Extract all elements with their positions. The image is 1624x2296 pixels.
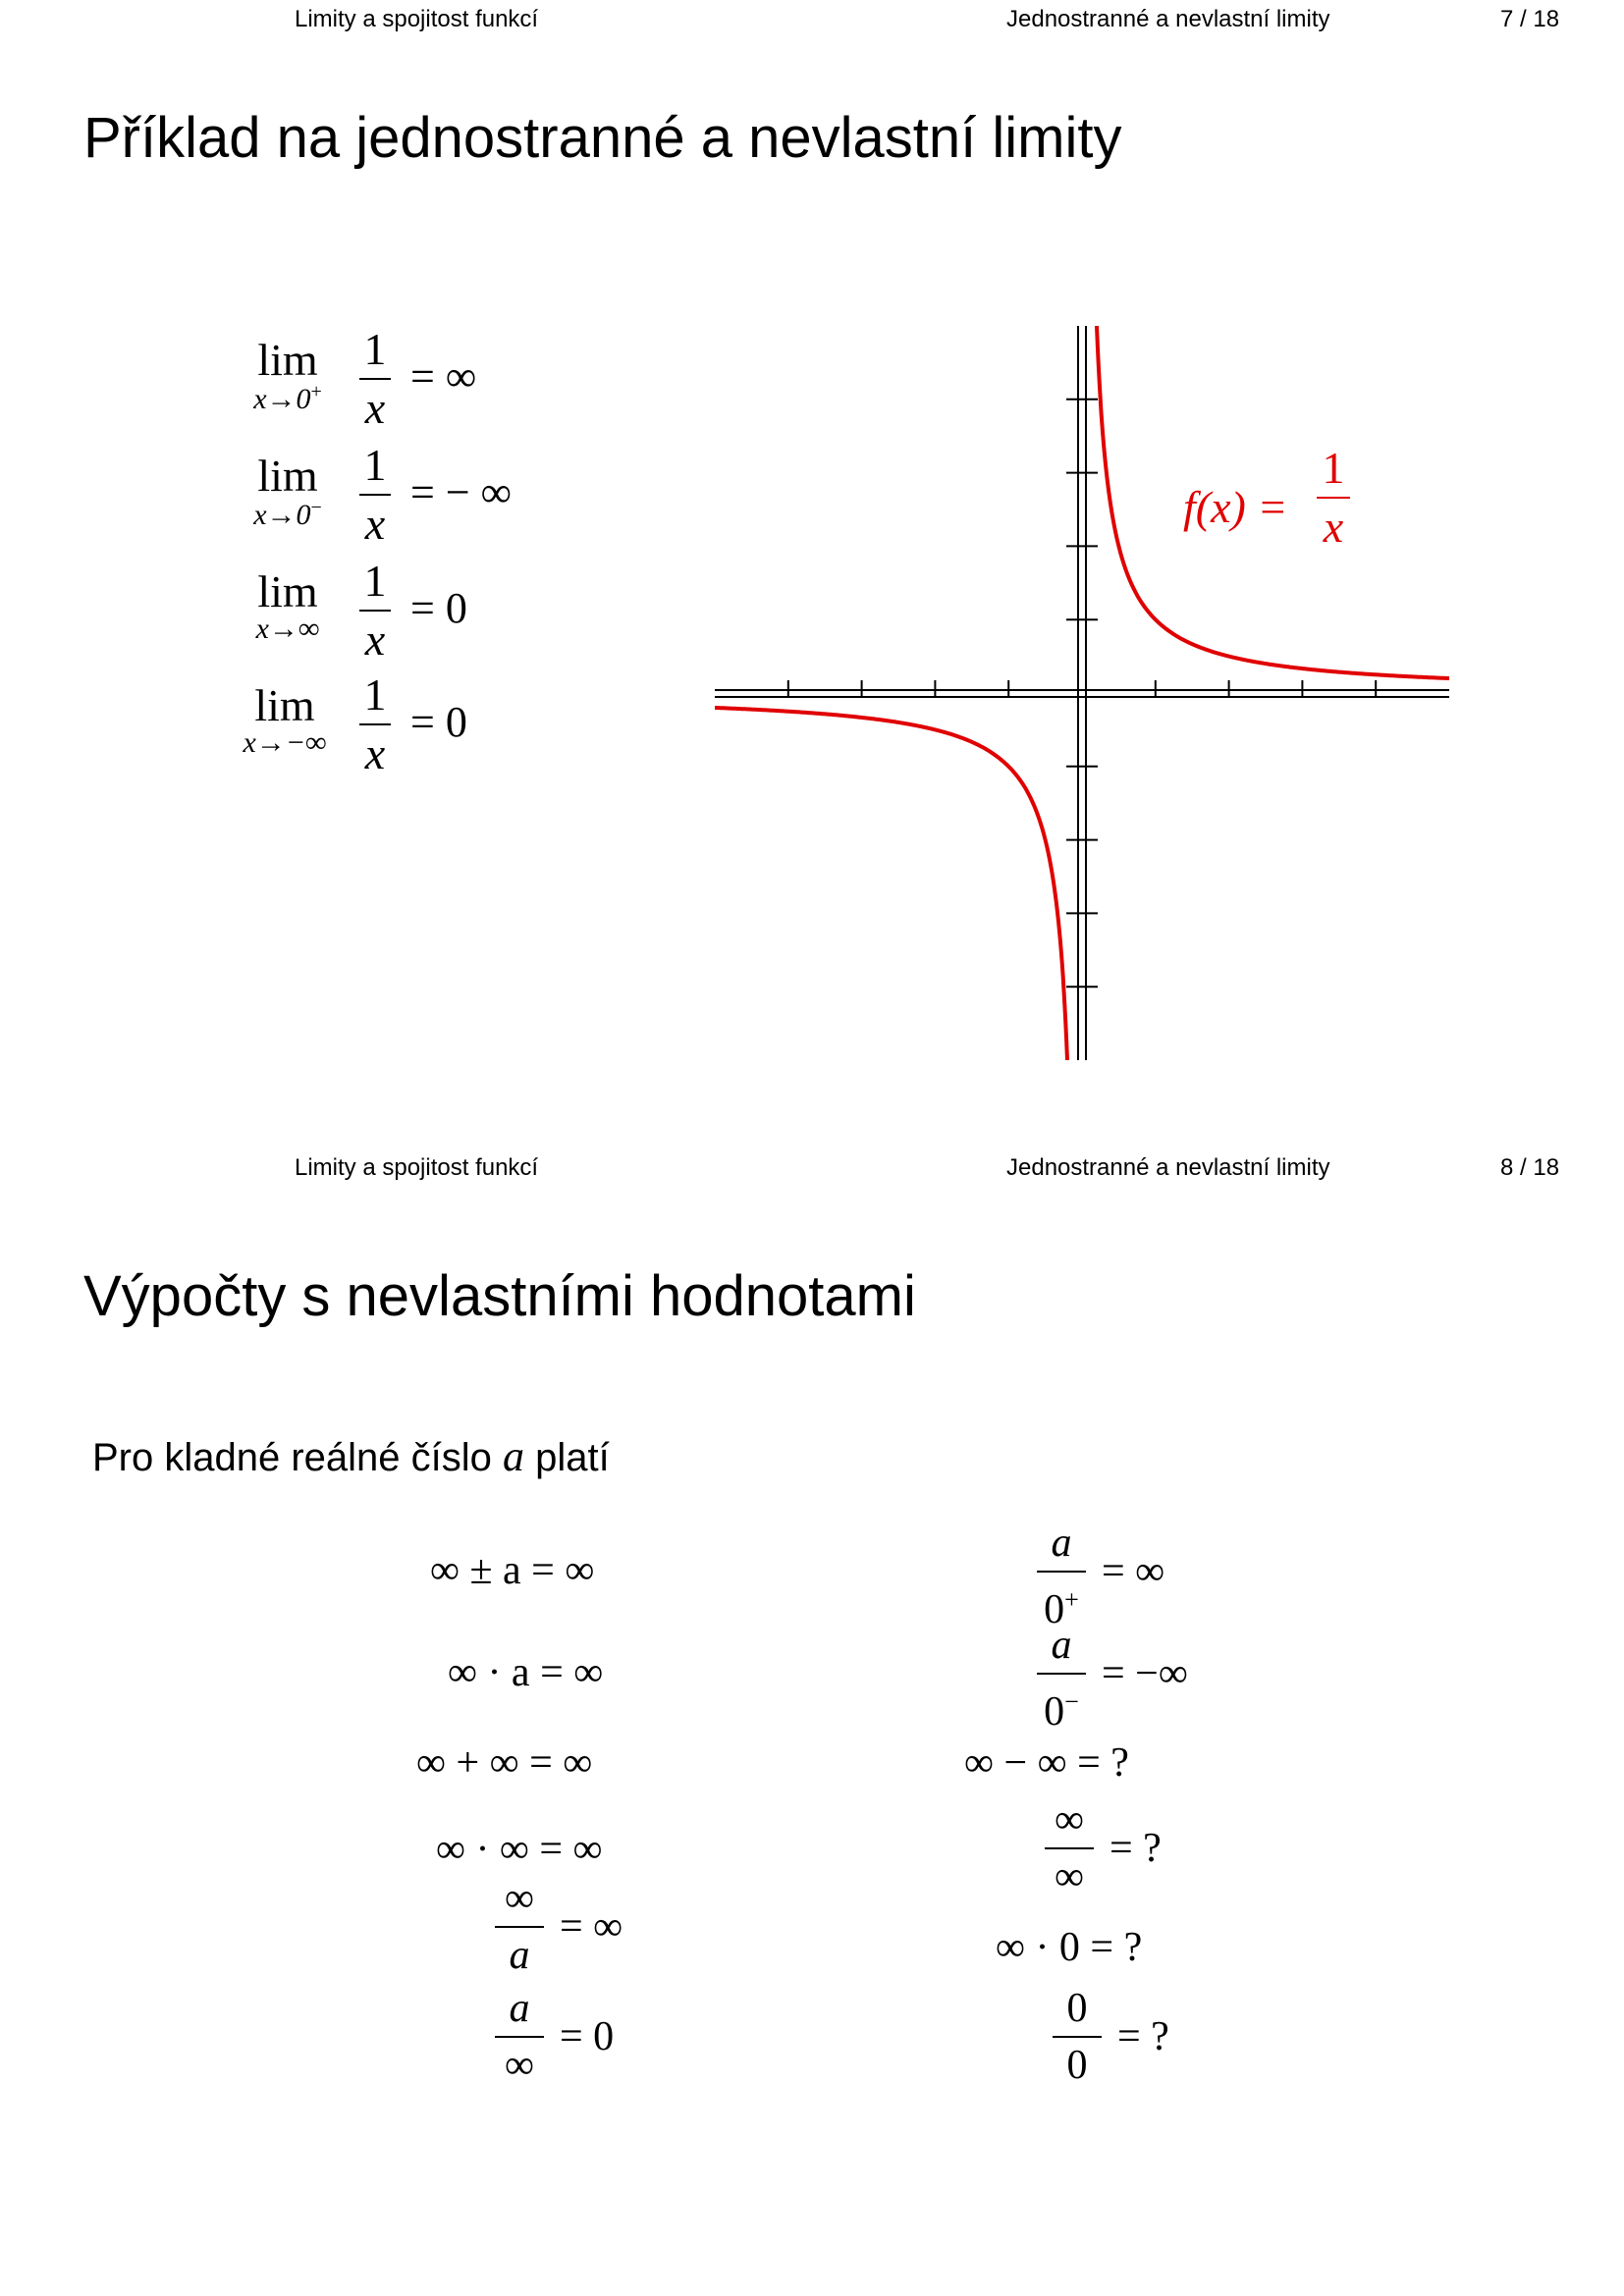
rule-fraction: $\frac{\infty}{a}$ = ∞ — [493, 1875, 623, 1979]
lim-subscript: x→∞ — [255, 613, 320, 645]
fraction: 1 x — [353, 556, 397, 666]
rule-fraction: $\frac{a}{0^-}$ = −∞ — [1035, 1622, 1188, 1726]
curve-negative-branch — [715, 708, 1067, 1060]
lim-operator: lim — [254, 680, 315, 730]
limit-result: = ∞ — [410, 352, 477, 400]
limit-result: = − ∞ — [410, 468, 512, 516]
header-section: Jednostranné a nevlastní limity — [1006, 1154, 1330, 1181]
fraction: 1 x — [353, 440, 397, 550]
slide-title: Příklad na jednostranné a nevlastní limity — [83, 105, 1122, 170]
header-page-number: 7 / 18 — [1500, 6, 1560, 32]
rule-fraction: $\frac{a}{0^+}$ = ∞ — [1035, 1520, 1164, 1624]
slide-title: Výpočty s nevlastními hodnotami — [83, 1263, 916, 1328]
rule-fraction: $\frac{\infty}{\infty}$ = ? — [1043, 1796, 1162, 1900]
intro-text: Pro kladné reálné číslo a platí — [92, 1432, 610, 1480]
function-label-lhs: f(x) = — [1183, 482, 1288, 532]
header-course: Limity a spojitost funkcí — [295, 1154, 539, 1181]
fraction: 1 x — [353, 324, 397, 434]
limit-result: = 0 — [410, 584, 467, 632]
rule-expression: ∞ · 0 = ? — [996, 1925, 1143, 1970]
limit-expression — [234, 440, 607, 548]
rule-expression: ∞ − ∞ = ? — [964, 1740, 1129, 1786]
lim-operator: lim — [257, 451, 318, 501]
lim-subscript: x→−∞ — [243, 726, 327, 759]
lim-operator: lim — [257, 335, 318, 385]
limit-result: = 0 — [410, 698, 467, 746]
rule-expression: ∞ ± a = ∞ — [430, 1548, 595, 1593]
lim-subscript: x→0− — [253, 497, 322, 531]
fraction: 1 x — [353, 669, 397, 779]
header-course: Limity a spojitost funkcí — [295, 6, 539, 32]
lim-subscript: x→0+ — [253, 381, 322, 415]
limit-expression — [226, 669, 599, 777]
lim-operator: lim — [257, 566, 318, 616]
function-label-fraction: 1 x — [1311, 444, 1356, 552]
rule-expression: ∞ + ∞ = ∞ — [416, 1740, 593, 1786]
header-section: Jednostranné a nevlastní limity — [1006, 6, 1330, 32]
limit-expression — [234, 556, 607, 664]
header-page-number: 8 / 18 — [1500, 1154, 1560, 1181]
slide-8 — [0, 1148, 1624, 2296]
rule-expression: ∞ · ∞ = ∞ — [436, 1827, 603, 1872]
rule-fraction: $\frac{a}{\infty}$ = 0 — [493, 1985, 614, 2089]
reciprocal-function-graph — [715, 326, 1449, 1060]
limit-expression — [234, 324, 607, 432]
rule-fraction: $\frac{0}{0}$ = ? — [1051, 1985, 1169, 2089]
rule-expression: ∞ · a = ∞ — [448, 1650, 604, 1695]
